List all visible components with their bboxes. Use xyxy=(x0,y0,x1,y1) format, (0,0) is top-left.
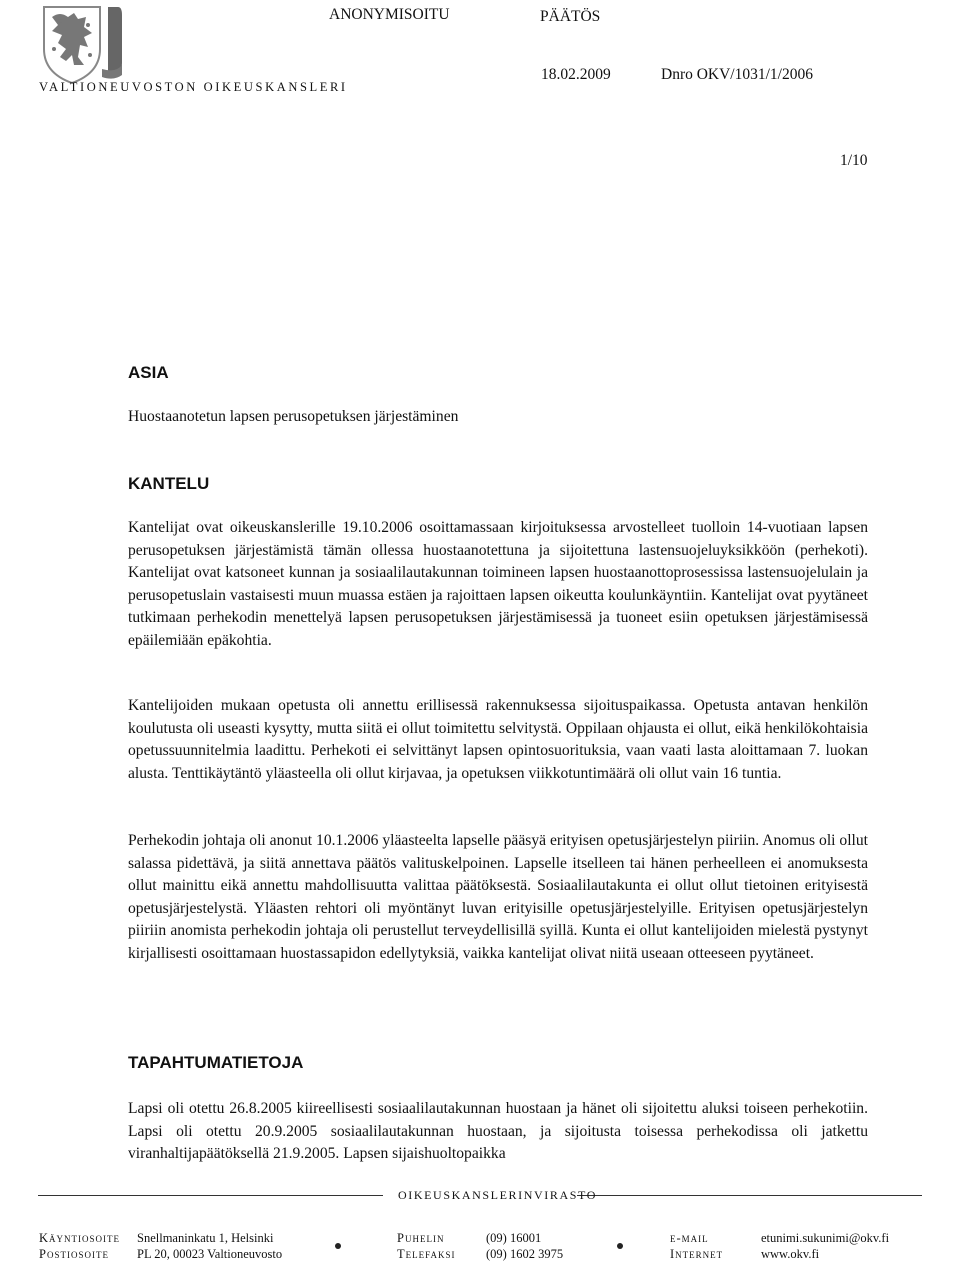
kantelu-paragraph-3: Perhekodin johtaja oli anonut 10.1.2006 yläasteelta lapselle pääsyä erityisen opetusjärjestelyn piiriin. Anomus oli ollut salassa pidettävä, ja siitä annettava päätös valituskelpoinen. Lapselle itselleen tai hänen perheelleen ei anomuksesta ollut mainittu eikä annettu mahdollisuutta valittaa päätöksestä. Sosiaalilautakunta ei ollut ollut tietoinen erityisestä opetusjärjestelystä. Yläasten rehtori oli myöntänyt luvan erityisille opetusjärjestelyille. Erityisen opetusjärjestelyn piiriin anomista perhekodin johtaja oli perustellut terveydellisillä syillä. Kunta ei ollut kantelijoiden mielestä pystynyt kirjallisesti osoittamaan huostassapidon edellytyksiä, vaikka kantelijat olivat niitä useaan otteeseen pyytäneet. xyxy=(128,832,868,962)
section-heading-kantelu: KANTELU xyxy=(128,474,210,493)
footer-bullet xyxy=(617,1243,623,1249)
classification-label: ANONYMISOITU xyxy=(329,6,450,23)
organization-name: VALTIONEUVOSTON OIKEUSKANSLERI xyxy=(39,80,348,94)
phone-label: Puhelin xyxy=(397,1231,445,1245)
record-number: Dnro OKV/1031/1/2006 xyxy=(661,66,813,83)
email-address: etunimi.sukunimi@okv.fi xyxy=(761,1231,890,1245)
footer-brand: OIKEUSKANSLERINVIRASTO xyxy=(398,1188,597,1202)
internet-label: Internet xyxy=(670,1247,724,1261)
page-number: 1/10 xyxy=(840,152,868,169)
footer-divider-left xyxy=(38,1195,383,1196)
fax-label: Telefaksi xyxy=(397,1247,456,1261)
kantelu-paragraph-1: Kantelijat ovat oikeuskanslerille 19.10.2006 osoittamassaan kirjoituksessa arvostelleet tuolloin 14-vuotiaan lapsen perusopetuksen järjestämistä tämän ollessa huostaanotettuna ja sijoitettuna lastensuojeluyksikköön (perhekoti). Kantelijat ovat katsoneet kunnan ja sosiaalilautakunnan toimineen lapsen huostaanottoprosessissa lastensuojelulain ja perusopetuslain vastaisesti muun muassa estäen ja rajoittaen lapsen oikeutta koulunkäyntiin. Kantelijat ovat pyytäneet tutkimaan perhekodin menettelyä lapsen perusopetuksen järjestämisessä ja tuoneet esiin opetuksen järjestämisessä epäilemiään epäkohtia. xyxy=(128,519,868,649)
visiting-address: Snellmaninkatu 1, Helsinki xyxy=(137,1231,274,1245)
asia-text: Huostaanotetun lapsen perusopetuksen järjestäminen xyxy=(128,408,459,425)
tapahtuma-paragraph-1: Lapsi oli otettu 26.8.2005 kiireellisesti sosiaalilautakunnan huostaan ja hänet oli sijoitettu aluksi toiseen perhekotiin. Lapsi oli otettu 20.9.2005 sosiaalilautakunnan huostaan, ja sijoitusta toisessa perhekodissa oli jatkettu viranhaltijapäätöksellä 21.9.2005. Lapsen sijaishuoltopaikka xyxy=(128,1100,868,1162)
fax-number: (09) 1602 3975 xyxy=(486,1247,564,1261)
website-address: www.okv.fi xyxy=(761,1247,820,1261)
footer-divider-right xyxy=(577,1195,922,1196)
footer-bullet xyxy=(335,1243,341,1249)
decision-date: 18.02.2009 xyxy=(541,66,611,83)
email-label: e-mail xyxy=(670,1231,709,1245)
postal-address: PL 20, 00023 Valtioneuvosto xyxy=(137,1247,283,1261)
coat-of-arms-logo-icon xyxy=(38,3,128,85)
phone-number: (09) 16001 xyxy=(486,1231,542,1245)
kantelu-paragraph-2: Kantelijoiden mukaan opetusta oli annettu erillisessä rakennuksessa sijoituspaikassa. Opetusta antavan henkilön koulutusta oli useasti kysytty, mutta siitä ei ollut toimitettu selvitystä. Oppilaan ohjausta ei ollut, eikä henkilökohtaisia opetussuunnitelmia laadittu. Perhekoti ei selvittänyt lapsen opintosuorituksia, vaan vaati lasta aloittamaan 7. luokan alusta. Tenttikäytäntö yläasteella oli ollut kirjavaa, ja opetuksen viikkotuntimäärä oli ollut vain 16 tuntia. xyxy=(128,697,868,782)
section-heading-tapahtumatietoja: TAPAHTUMATIETOJA xyxy=(128,1053,304,1072)
postal-address-label: Postiosoite xyxy=(39,1247,109,1261)
visiting-address-label: Käyntiosoite xyxy=(39,1231,121,1245)
section-heading-asia: ASIA xyxy=(128,363,169,382)
document-type: PÄÄTÖS xyxy=(540,8,601,25)
